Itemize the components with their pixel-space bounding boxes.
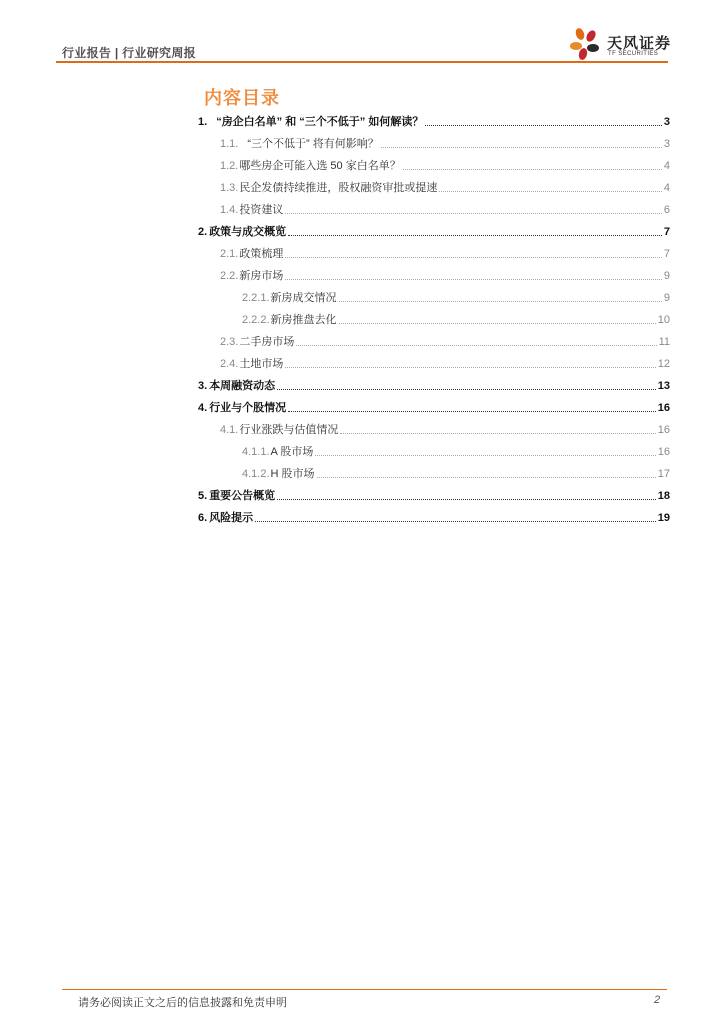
logo-flower-icon [569, 26, 605, 62]
toc-entry-label: 二手房市场 [239, 336, 295, 348]
toc-entry-number: 4.1.1. [242, 446, 270, 458]
toc-entry-label: 政策与成交概览 [209, 226, 287, 238]
toc-entry[interactable] [198, 507, 670, 525]
toc-entry-number: 1.2. [220, 160, 239, 172]
company-logo [569, 26, 679, 62]
toc-entry[interactable] [220, 331, 670, 349]
toc-entry-page: 3 [663, 138, 670, 150]
toc-entry-label: 风险提示 [209, 512, 254, 524]
toc-entry-number: 4.1.2. [242, 468, 270, 480]
toc-entry-number: 1.4. [220, 204, 239, 216]
toc-entry[interactable] [198, 397, 670, 415]
toc-entry-number: 2. [198, 226, 208, 238]
toc-entry-label: “房企白名单” 和 “三个不低于” 如何解读？ [216, 116, 424, 128]
toc-dot-leader [315, 455, 655, 456]
toc-entry-label: 新房推盘去化 [270, 314, 337, 326]
toc-entry-label: “三个不低于” 将有何影响？ [247, 138, 379, 150]
footer-divider [62, 989, 667, 990]
toc-entry-page: 6 [663, 204, 670, 216]
toc-entry[interactable] [220, 419, 670, 437]
toc-dot-leader [277, 499, 656, 500]
toc-entry[interactable] [242, 463, 670, 481]
toc-entry-number: 5. [198, 490, 208, 502]
footer-disclaimer: 请务必阅读正文之后的信息披露和免责申明 [78, 997, 287, 1009]
toc-entry-label: 新房市场 [239, 270, 284, 282]
logo-subtitle: TF SECURITIES [608, 51, 659, 57]
toc-entry-label: 投资建议 [239, 204, 284, 216]
toc-entry[interactable] [220, 243, 670, 261]
toc-entry-label: 重要公告概览 [209, 490, 276, 502]
toc-dot-leader [317, 477, 656, 478]
toc-entry-page: 11 [658, 336, 670, 348]
toc-entry[interactable] [242, 287, 670, 305]
toc-entry-number: 6. [198, 512, 208, 524]
toc-entry-page: 13 [657, 380, 670, 392]
toc-dot-leader [288, 235, 662, 236]
toc-entry-label: 哪些房企可能入选 50 家白名单？ [239, 160, 401, 172]
toc-dot-leader [285, 257, 662, 258]
toc-dot-leader [339, 301, 662, 302]
toc-entry-page: 4 [663, 160, 670, 172]
page-number: 2 [654, 994, 661, 1006]
toc-entry-number: 2.3. [220, 336, 239, 348]
toc-entry-number: 4. [198, 402, 208, 414]
toc-entry-number: 2.1. [220, 248, 239, 260]
toc-entry-page: 19 [657, 512, 670, 524]
toc-title: 内容目录 [204, 88, 280, 108]
toc-entry-number: 1. [198, 116, 208, 128]
toc-entry-label: 政策梳理 [239, 248, 284, 260]
toc-dot-leader [296, 345, 656, 346]
toc-entry-number: 3. [198, 380, 208, 392]
toc-entry-number: 2.2.1. [242, 292, 270, 304]
toc-dot-leader [288, 411, 656, 412]
toc-entry-page: 16 [657, 402, 670, 414]
toc-entry-page: 12 [657, 358, 670, 370]
toc-dot-leader [381, 147, 662, 148]
toc-entry[interactable] [242, 309, 670, 327]
toc-entry-page: 7 [663, 248, 670, 260]
toc-entry-label: 新房成交情况 [270, 292, 337, 304]
toc-dot-leader [285, 367, 655, 368]
toc-entry-label: 行业与个股情况 [209, 402, 287, 414]
toc-dot-leader [403, 169, 662, 170]
toc-dot-leader [339, 323, 656, 324]
toc-entry-page: 18 [657, 490, 670, 502]
toc-entry-page: 7 [663, 226, 670, 238]
toc-entry-label: 行业涨跌与估值情况 [239, 424, 339, 436]
toc-dot-leader [255, 521, 656, 522]
toc-entry-page: 9 [663, 270, 670, 282]
toc-entry-number: 2.2.2. [242, 314, 270, 326]
toc-entry-page: 4 [663, 182, 670, 194]
toc-dot-leader [285, 213, 662, 214]
toc-entry-number: 1.3. [220, 182, 239, 194]
toc-dot-leader [340, 433, 655, 434]
toc-entry-page: 9 [663, 292, 670, 304]
toc-entry-page: 16 [657, 446, 670, 458]
toc-entry[interactable] [220, 177, 670, 195]
toc-entry-label: A 股市场 [270, 446, 314, 458]
toc-entry-label: 本周融资动态 [209, 380, 276, 392]
toc-dot-leader [425, 125, 662, 126]
toc-entry-page: 10 [657, 314, 670, 326]
toc-entry-number: 2.2. [220, 270, 239, 282]
toc-entry[interactable] [198, 375, 670, 393]
toc-dot-leader [285, 279, 662, 280]
toc-entry[interactable] [198, 221, 670, 239]
toc-entry-page: 3 [663, 116, 670, 128]
toc-entry-label: 土地市场 [239, 358, 284, 370]
logo-name: 天风证券 [607, 35, 672, 52]
toc-entry[interactable] [220, 133, 670, 151]
toc-entry[interactable] [220, 199, 670, 217]
toc-entry-number: 4.1. [220, 424, 239, 436]
toc-entry[interactable] [220, 265, 670, 283]
toc-entry[interactable] [242, 441, 670, 459]
toc-entry[interactable] [220, 155, 670, 173]
toc-entry-page: 16 [657, 424, 670, 436]
toc-entry[interactable] [220, 353, 670, 371]
toc-dot-leader [277, 389, 656, 390]
toc-entry-page: 17 [657, 468, 670, 480]
toc-entry[interactable] [198, 485, 670, 503]
toc-entry-label: H 股市场 [270, 468, 315, 480]
toc-entry-label: 民企发债持续推进，股权融资审批或提速 [239, 182, 438, 194]
toc-entry[interactable] [198, 111, 670, 129]
report-type-label: 行业报告 | 行业研究周报 [62, 46, 196, 60]
toc-entry-number: 2.4. [220, 358, 239, 370]
toc-dot-leader [439, 191, 662, 192]
toc-entry-number: 1.1. [220, 138, 239, 150]
